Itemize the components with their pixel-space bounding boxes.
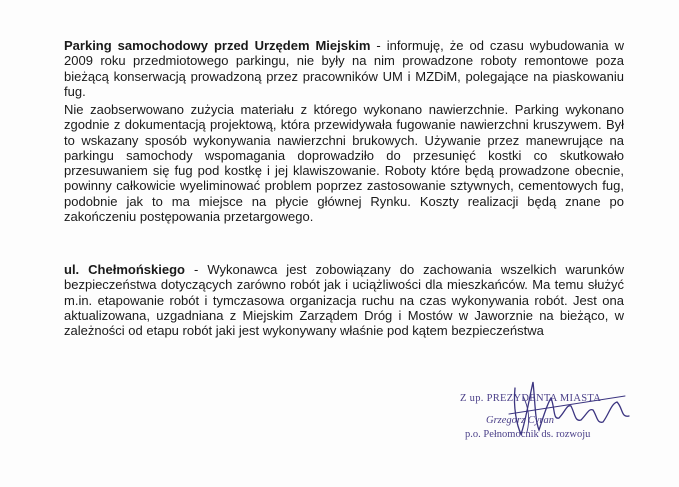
stamp-name: Grzegorz Cyran — [486, 415, 554, 426]
chelmonskiego-paragraph — [64, 262, 624, 338]
chelmonskiego-heading: ul. Chełmońskiego — [64, 262, 185, 277]
stamp-title: Z up. PREZYDENTA MIASTA — [460, 393, 602, 404]
parking-details-paragraph: Nie zaobserwowano zużycia materiału z którego wykonano nawierzchnie. Parking wykonano zgodnie z dokumentacją projektową, która przewidywała fugowanie nawierzchni kruszywem. Był to wskazany sposób wykonywania nawierzchni brukowych. Używanie przez manewrujące na parkingu samochody wspomagania doprowadziło do przesunięć kostki co skutkowało przesuwaniem się fug pod kostkę i jej klawiszowanie. Roboty które będą prowadzone obecnie, powinny całkowicie wyeliminować problem poprzez zastosowanie sztywnych, cementowych fug, podobnie jak to ma miejsce na płycie głównej Rynku. Koszty realizacji będą znane po zakończeniu postępowania przetargowego. — [64, 102, 624, 225]
parking-heading: Parking samochodowy przed Urzędem Miejskim — [64, 38, 371, 53]
parking-paragraph — [64, 38, 624, 99]
stamp-role: p.o. Pełnomocnik ds. rozwoju — [465, 429, 591, 440]
parking-intro-text: - informuję, że od czasu wybudowania w 2009 roku przedmiotowego parkingu, nie były na nim prowadzone roboty remontowe poza bieżącą konserwacją prowadzoną przez pracowników UM i MZDiM, polegające na piaskowaniu fug. — [64, 38, 624, 99]
handwritten-signature — [505, 374, 645, 444]
chelmonskiego-text: - Wykonawca jest zobowiązany do zachowania wszelkich warunków bezpieczeństwa dotyczących zarówno robót jak i uciążliwości dla mieszkańców. Ma temu służyć m.in. etapowanie robót i tymczasowa organizacja ruchu na czas wykonywania robót. Jest ona aktualizowana, uzgadniana z Miejskim Zarządem Dróg i Mostów w Jaworznie na bieżąco, w zależności od etapu robót jaki jest wykonywany właśnie pod kątem bezpieczeństwa — [64, 262, 625, 339]
